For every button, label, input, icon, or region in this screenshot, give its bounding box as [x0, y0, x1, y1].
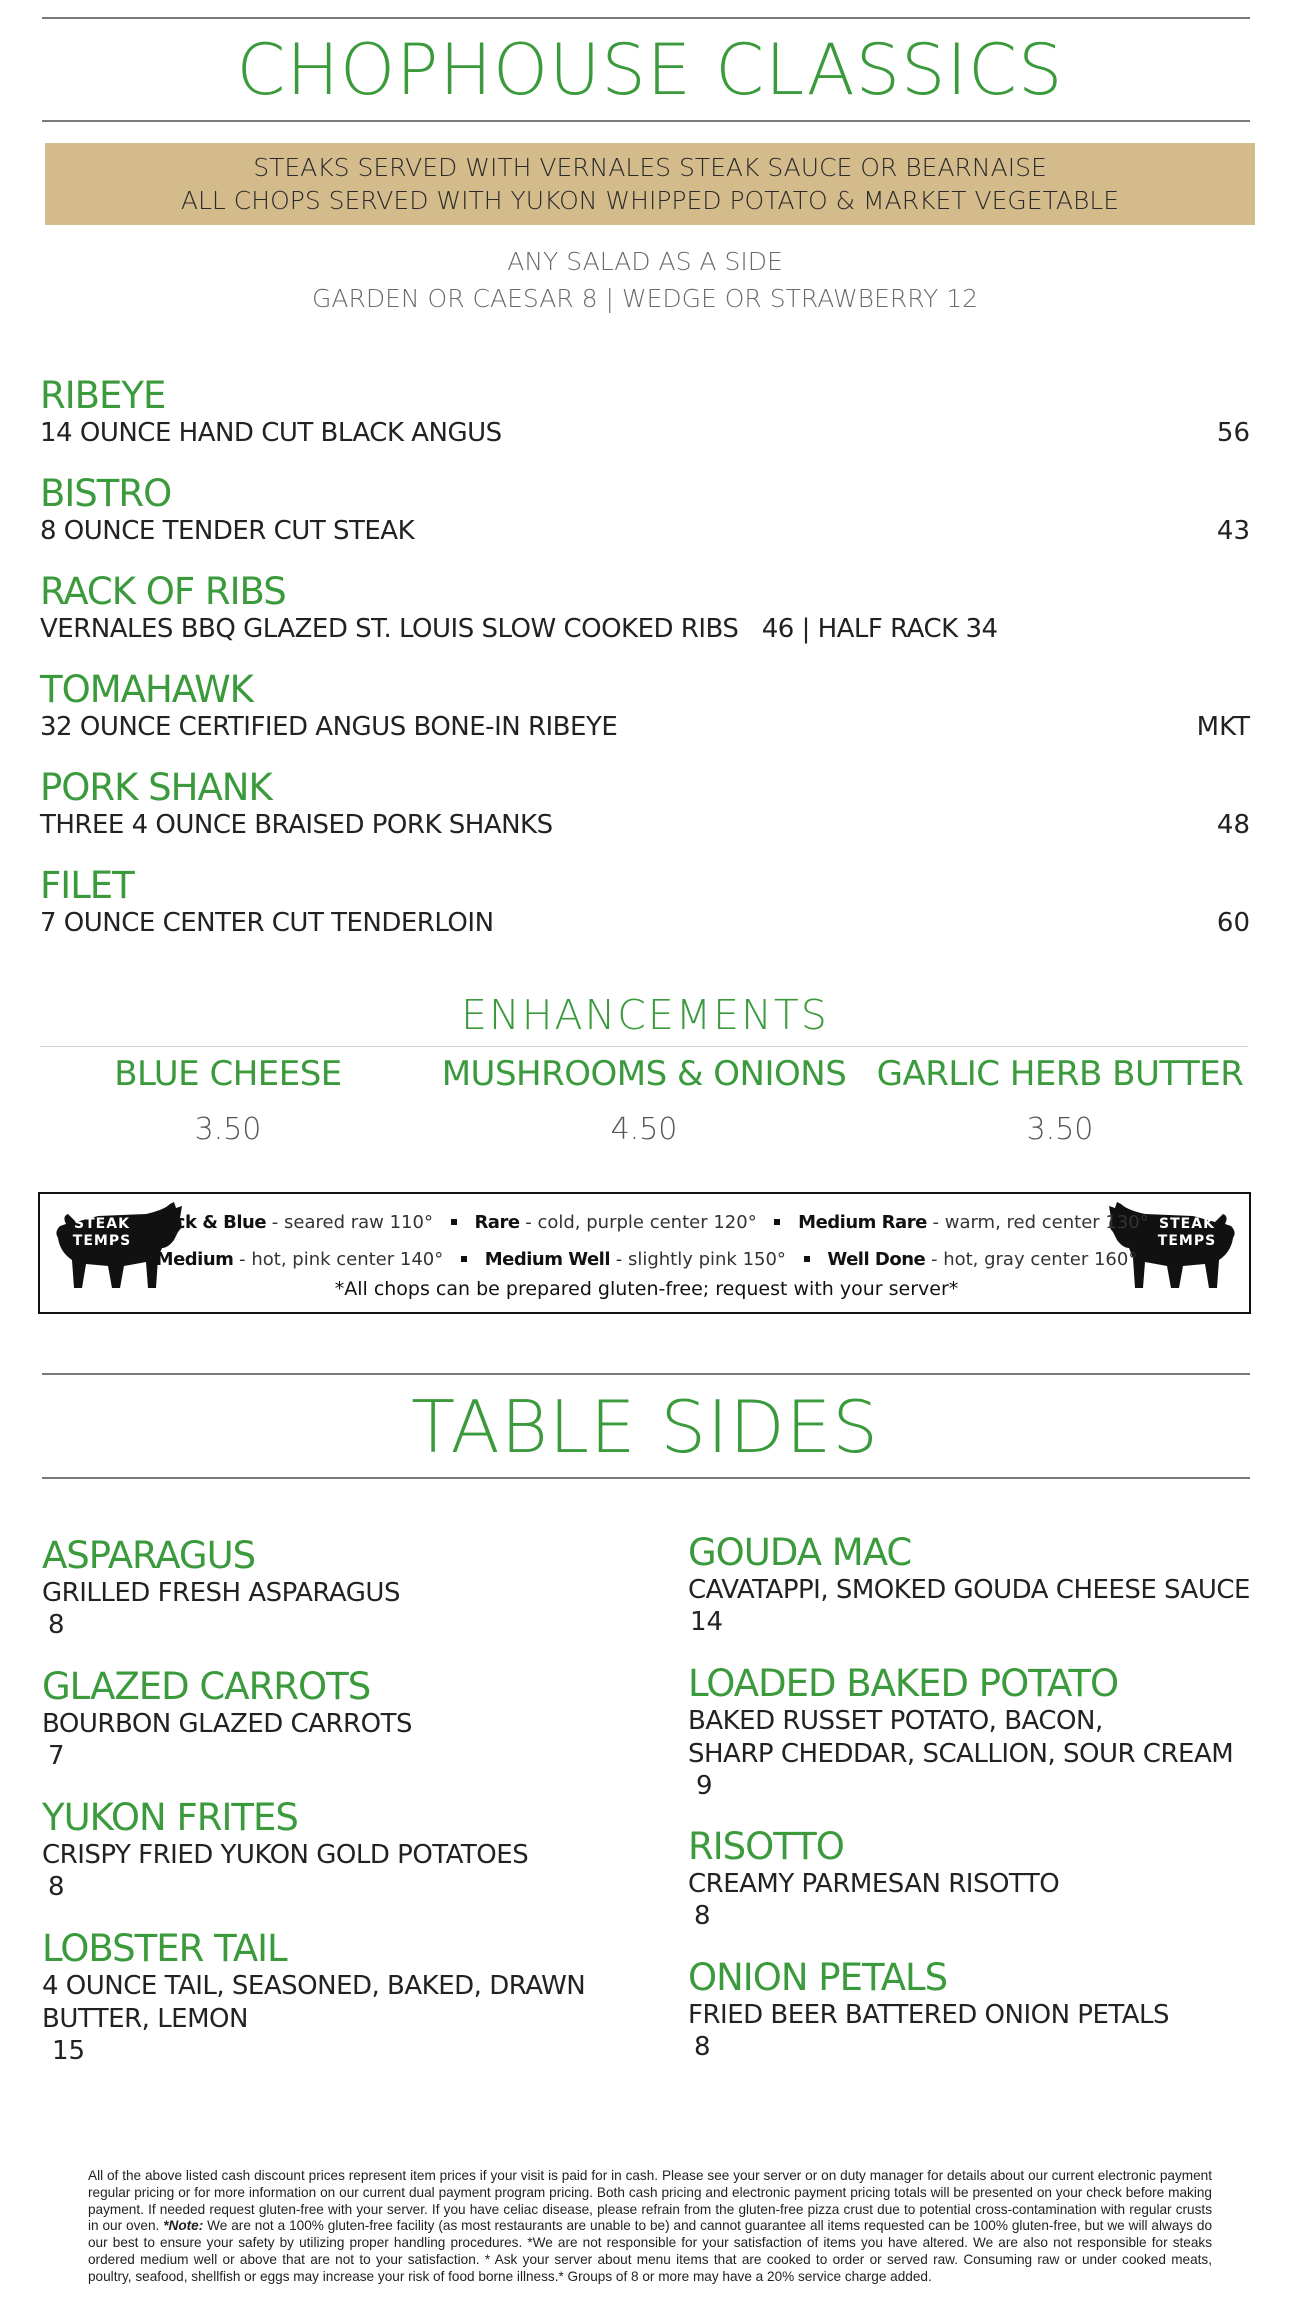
item-price: 48	[1216, 810, 1250, 840]
item-name: RACK OF RIBS	[40, 570, 286, 613]
bullet	[774, 1219, 780, 1225]
side-price: 9	[696, 1771, 713, 1801]
item-description: 7 OUNCE CENTER CUT TENDERLOIN	[40, 908, 494, 938]
side-name: LOBSTER TAIL	[42, 1927, 287, 1970]
banner-line-2: ALL CHOPS SERVED WITH YUKON WHIPPED POTATO & MARKET VEGETABLE	[180, 186, 1120, 215]
side-price: 15	[52, 2036, 86, 2066]
temp-desc: - warm, red center 130°	[926, 1212, 1149, 1233]
item-description: 8 OUNCE TENDER CUT STEAK	[40, 516, 415, 546]
enhancement-price: 4.50	[610, 1112, 678, 1147]
enhancement-name: MUSHROOMS & ONIONS	[441, 1054, 847, 1094]
side-price: 14	[690, 1607, 724, 1637]
item-description: VERNALES BBQ GLAZED ST. LOUIS SLOW COOKED RIBS 46 | HALF RACK 34	[40, 614, 998, 644]
temp-label: Well Done	[827, 1249, 926, 1270]
side-price: 8	[694, 2032, 711, 2062]
side-name: GLAZED CARROTS	[42, 1665, 371, 1708]
top-rule	[42, 17, 1250, 19]
side-description: BAKED RUSSET POTATO, BACON,	[688, 1706, 1103, 1736]
item-price: 56	[1216, 418, 1250, 448]
enhancements-title: ENHANCEMENTS	[461, 991, 829, 1039]
bullet	[461, 1256, 467, 1262]
disclaimer-part-1: All of the above listed cash discount prices represent item prices if your visit is paid for in cash. Please see your server or on duty manager for details about our current electronic payment regular pricing or for more information on our current dual payment program pricing. Both cash pricing and electronic payment pricing totals will be presented on your check before making payment. If needed request gluten-free with your server. If you have celiac disease, please refrain from the gluten-free pizza crust due to potential cross-contamination with regular crusts in our oven.	[88, 2168, 1212, 2234]
item-price: MKT	[1196, 712, 1250, 742]
enhancement-name: GARLIC HERB BUTTER	[876, 1054, 1244, 1094]
temp-label: Rare	[474, 1212, 520, 1233]
item-name: PORK SHANK	[40, 766, 272, 809]
side-description: CAVATAPPI, SMOKED GOUDA CHEESE SAUCE	[688, 1575, 1250, 1605]
side-price: 8	[48, 1872, 65, 1902]
temp-label: Medium Well	[484, 1249, 610, 1270]
side-name: YUKON FRITES	[42, 1796, 298, 1839]
side-description: 4 OUNCE TAIL, SEASONED, BAKED, DRAWN	[42, 1971, 586, 2001]
bullet	[804, 1256, 810, 1262]
bullet	[451, 1219, 457, 1225]
side-description: CRISPY FRIED YUKON GOLD POTATOES	[42, 1840, 529, 1870]
temp-desc: - slightly pink 150°	[610, 1249, 786, 1270]
temp-desc: - seared raw 110°	[266, 1212, 433, 1233]
temp-label: Medium	[155, 1249, 234, 1270]
sides-top-rule	[42, 1373, 1250, 1375]
side-description: BOURBON GLAZED CARROTS	[42, 1709, 412, 1739]
enhancement-name: BLUE CHEESE	[114, 1054, 342, 1094]
sides-title: TABLE SIDES	[411, 1385, 879, 1469]
item-name: FILET	[40, 864, 134, 907]
temp-desc: - hot, gray center 160°	[925, 1249, 1138, 1270]
sauce-banner	[45, 143, 1255, 225]
legal-disclaimer	[88, 2168, 1212, 2286]
title-bottom-rule	[42, 120, 1250, 122]
note-label: *Note:	[163, 2218, 204, 2234]
page-title: CHOPHOUSE CLASSICS	[236, 29, 1064, 111]
disclaimer-part-2: We are not a 100% gluten-free facility (as most restaurants are unable to be) and cannot guarantee all items requested can be 100% gluten-free, but we will always do our best to ensure your safety by utilizing proper handling procedures. *We are not responsible for your satisfaction of items you have altered. We are also not responsible for steaks ordered medium well or above that are not to your satisfaction. * Ask your server about menu items that are cooked to order or served raw. Consuming raw or under cooked meats, poultry, seafood, shellfish or eggs may increase your risk of food borne illness.* Groups of 8 or more may have a 20% service charge added.	[88, 2218, 1213, 2284]
side-description: BUTTER, LEMON	[42, 2004, 248, 2034]
side-price: 8	[48, 1610, 65, 1640]
side-name: ASPARAGUS	[42, 1534, 256, 1577]
salad-options: GARDEN OR CAESAR 8 | WEDGE OR STRAWBERRY 12	[311, 284, 979, 313]
item-description: THREE 4 OUNCE BRAISED PORK SHANKS	[40, 810, 553, 840]
temp-label: Black & Blue	[144, 1212, 267, 1233]
badge-line-1: STEAK	[1159, 1216, 1215, 1232]
salad-heading: ANY SALAD AS A SIDE	[507, 247, 783, 276]
side-name: GOUDA MAC	[688, 1531, 912, 1574]
temps-row-1	[40, 1212, 1253, 1233]
side-name: LOADED BAKED POTATO	[688, 1662, 1119, 1705]
temp-desc: - hot, pink center 140°	[233, 1249, 444, 1270]
banner-line-1: STEAKS SERVED WITH VERNALES STEAK SAUCE OR BEARNAISE	[253, 153, 1047, 182]
sides-bottom-rule	[42, 1477, 1250, 1479]
side-description: SHARP CHEDDAR, SCALLION, SOUR CREAM	[688, 1739, 1234, 1769]
side-name: RISOTTO	[688, 1825, 844, 1868]
item-description: 14 OUNCE HAND CUT BLACK ANGUS	[40, 418, 502, 448]
item-name: BISTRO	[40, 472, 172, 515]
side-price: 7	[48, 1741, 65, 1771]
steak-temps-box	[38, 1192, 1251, 1314]
badge-line-2: TEMPS	[72, 1233, 132, 1249]
enhancements-divider	[40, 1046, 1248, 1047]
side-description: GRILLED FRESH ASPARAGUS	[42, 1578, 400, 1608]
gluten-free-note: *All chops can be prepared gluten-free; request with your server*	[334, 1278, 959, 1300]
temp-label: Medium Rare	[798, 1212, 927, 1233]
item-description: 32 OUNCE CERTIFIED ANGUS BONE-IN RIBEYE	[40, 712, 618, 742]
item-price: 43	[1216, 516, 1250, 546]
enhancement-price: 3.50	[1026, 1112, 1094, 1147]
enhancement-price: 3.50	[194, 1112, 262, 1147]
side-description: CREAMY PARMESAN RISOTTO	[688, 1869, 1060, 1899]
temps-row-2	[40, 1249, 1253, 1270]
side-name: ONION PETALS	[688, 1956, 948, 1999]
item-price: 60	[1216, 908, 1250, 938]
side-price: 8	[694, 1901, 711, 1931]
badge-line-2: TEMPS	[1157, 1233, 1217, 1249]
item-name: TOMAHAWK	[40, 668, 253, 711]
side-description: FRIED BEER BATTERED ONION PETALS	[688, 2000, 1170, 2030]
badge-line-1: STEAK	[74, 1216, 130, 1232]
temp-desc: - cold, purple center 120°	[519, 1212, 757, 1233]
item-name: RIBEYE	[40, 374, 166, 417]
